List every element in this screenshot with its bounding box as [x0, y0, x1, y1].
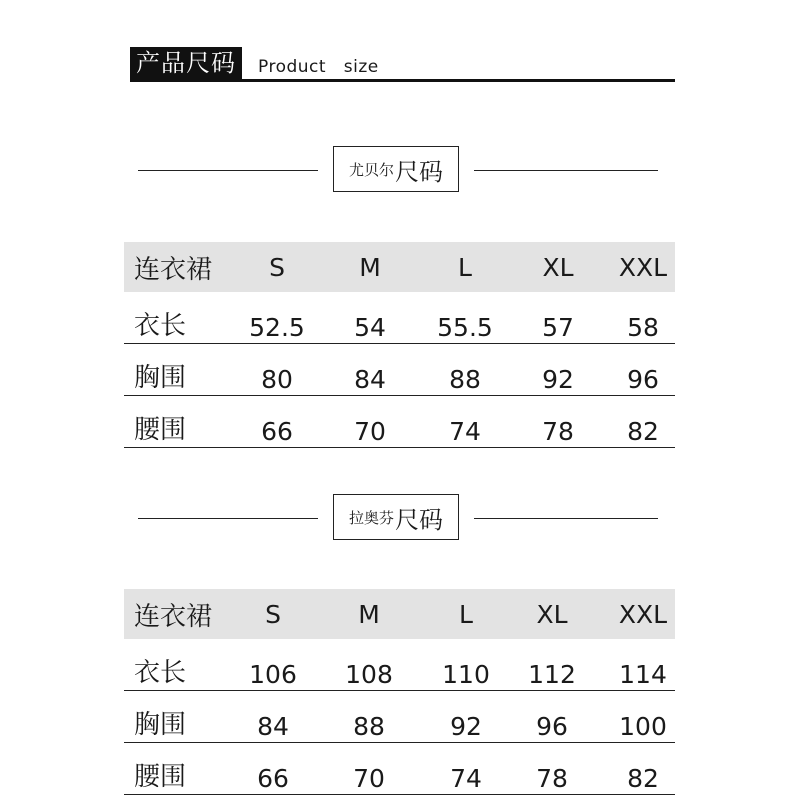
table-cell: 96 — [536, 712, 568, 741]
size-table-2 — [124, 589, 675, 795]
row-label: 衣长 — [134, 311, 187, 341]
page-header — [130, 47, 675, 83]
page-title: 产品尺码 — [130, 47, 242, 80]
table-cell: 66 — [257, 764, 289, 793]
table-row — [124, 344, 675, 396]
table-cell: 84 — [354, 365, 386, 394]
section-title-box — [333, 146, 459, 192]
section-divider-right — [474, 170, 658, 171]
section-title-box — [333, 494, 459, 540]
section-title-suffix: 尺码 — [395, 505, 443, 534]
row-label: 腰围 — [134, 762, 187, 792]
table-cell: 110 — [442, 660, 490, 689]
table-row — [124, 292, 675, 344]
table-header-cell: XXL — [618, 252, 668, 282]
table-cell: 74 — [449, 417, 481, 446]
table-cell: 70 — [354, 417, 386, 446]
header-divider — [130, 79, 675, 82]
table-cell: 106 — [249, 660, 297, 689]
table-cell: 88 — [353, 712, 385, 741]
table-cell: 57 — [542, 313, 574, 342]
table-cell: 92 — [450, 712, 482, 741]
table-row — [124, 639, 675, 691]
table-header-cell: M — [358, 599, 380, 629]
table-cell: 74 — [450, 764, 482, 793]
table-cell: 54 — [354, 313, 386, 342]
section-title-suffix: 尺码 — [395, 157, 443, 186]
table-cell: 96 — [627, 365, 659, 394]
row-label: 胸围 — [134, 363, 187, 393]
table-header-cell: XXL — [618, 599, 668, 629]
row-label: 胸围 — [134, 710, 187, 740]
section-divider-left — [138, 518, 318, 519]
table-header-cell: XL — [536, 599, 568, 629]
table-cell: 114 — [619, 660, 667, 689]
table-cell: 84 — [257, 712, 289, 741]
row-label: 衣长 — [134, 658, 187, 688]
table-cell: 112 — [528, 660, 576, 689]
table-cell: 82 — [627, 417, 659, 446]
table-header-cell: M — [359, 252, 381, 282]
table-header-row — [124, 589, 675, 639]
table-cell: 55.5 — [437, 313, 493, 342]
table-header-cell: 连衣裙 — [134, 254, 213, 285]
page-subtitle: Product size — [258, 57, 379, 77]
table-cell: 66 — [261, 417, 293, 446]
section-title-1 — [0, 146, 800, 194]
row-label: 腰围 — [134, 415, 187, 445]
size-table-1 — [124, 242, 675, 448]
table-cell: 78 — [542, 417, 574, 446]
brand-name: 拉奥芬 — [348, 508, 394, 527]
table-header-cell: 连衣裙 — [134, 601, 213, 632]
table-cell: 58 — [627, 313, 659, 342]
table-cell: 80 — [261, 365, 293, 394]
table-header-cell: L — [458, 252, 472, 282]
table-header-cell: S — [265, 599, 281, 629]
table-row — [124, 396, 675, 448]
table-row — [124, 743, 675, 795]
table-header-cell: XL — [542, 252, 574, 282]
table-cell: 52.5 — [249, 313, 305, 342]
table-header-row — [124, 242, 675, 292]
table-header-cell: L — [459, 599, 473, 629]
table-cell: 100 — [619, 712, 667, 741]
table-cell: 108 — [345, 660, 393, 689]
table-row — [124, 691, 675, 743]
table-cell: 78 — [536, 764, 568, 793]
section-divider-left — [138, 170, 318, 171]
table-header-cell: S — [269, 252, 285, 282]
table-cell: 88 — [449, 365, 481, 394]
table-cell: 70 — [353, 764, 385, 793]
section-title-2 — [0, 494, 800, 542]
table-cell: 92 — [542, 365, 574, 394]
table-cell: 82 — [627, 764, 659, 793]
section-divider-right — [474, 518, 658, 519]
brand-name: 尤贝尔 — [348, 160, 394, 179]
